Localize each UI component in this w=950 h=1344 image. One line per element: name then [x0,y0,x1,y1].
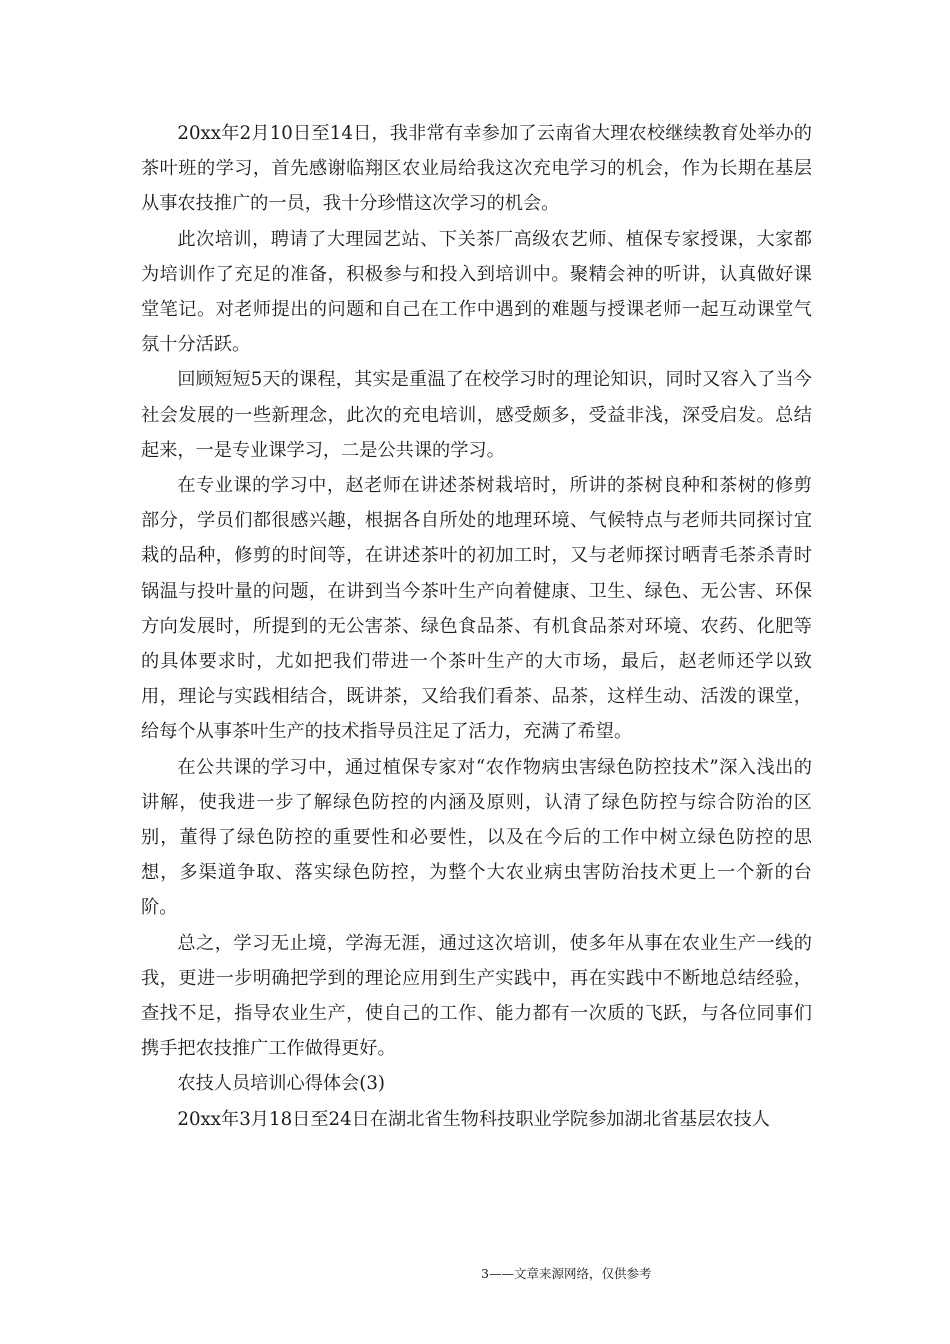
page-footer: 3——文章来源网络，仅供参考 [481,1266,652,1281]
paragraph-5: 在公共课的学习中，通过植保专家对“农作物病虫害绿色防控技术”深入浅出的讲解，使我进一步了解绿色防控的内涵及原则，认清了绿色防控与综合防治的区别，董得了绿色防控的重要性和必要性，以及在今后的工作中树立绿色防控的思想，多渠道争取、落实绿色防控，为整个大农业病虫害防治技术更上一个新的台阶。 [141,756,812,919]
paragraph-4: 在专业课的学习中，赵老师在讲述茶树栽培时，所讲的茶树良种和茶树的修剪部分，学员们都很感兴趣，根据各自所处的地理环境、气候特点与老师共同探讨宜栽的品种，修剪的时间等，在讲述茶叶的初加工时，又与老师探讨晒青毛茶杀青时锅温与投叶量的问题，在讲到当今茶叶生产向着健康、卫生、绿色、无公害、环保方向发展时，所提到的无公害茶、绿色食品茶、有机食品茶对环境、农药、化肥等的具体要求时，尤如把我们带进一个茶叶生产的大市场，最后，赵老师还学以致用，理论与实践相结合，既讲茶，又给我们看茶、品茶，这样生动、活泼的课堂，给每个从事茶叶生产的技术指导员注足了活力，充满了希望。 [141,475,812,743]
paragraph-2: 此次培训，聘请了大理园艺站、下关茶厂高级农艺师、植保专家授课，大家都为培训作了充足的准备，积极参与和投入到培训中。聚精会神的听讲，认真做好课堂笔记。对老师提出的问题和自己在工作中遇到的难题与授课老师一起互动课堂气氛十分活跃。 [141,228,812,356]
paragraph-3: 回顾短短5天的课程，其实是重温了在校学习时的理论知识，同时又容入了当今社会发展的一些新理念，此次的充电培训，感受颇多，受益非浅，深受启发。总结起来，一是专业课学习，二是公共课的学习。 [141,369,812,461]
document-body [141,116,812,1137]
paragraph-6: 总之，学习无止境，学海无涯，通过这次培训，使多年从事在农业生产一线的我，更进一步明确把学到的理论应用到生产实践中，再在实践中不断地总结经验，查找不足，指导农业生产，使自己的工作、能力都有一次质的飞跃，与各位同事们携手把农技推广工作做得更好。 [141,932,812,1060]
paragraph-7: 20xx年3月18日至24日在湖北省生物科技职业学院参加湖北省基层农技人 [177,1108,770,1130]
paragraph-1: 20xx年2月10日至14日，我非常有幸参加了云南省大理农校继续教育处举办的茶叶班的学习，首先感谢临翔区农业局给我这次充电学习的机会，作为长期在基层从事农技推广的一员，我十分珍惜这次学习的机会。 [141,123,812,215]
section-heading: 农技人员培训心得体会(3) [177,1073,386,1095]
